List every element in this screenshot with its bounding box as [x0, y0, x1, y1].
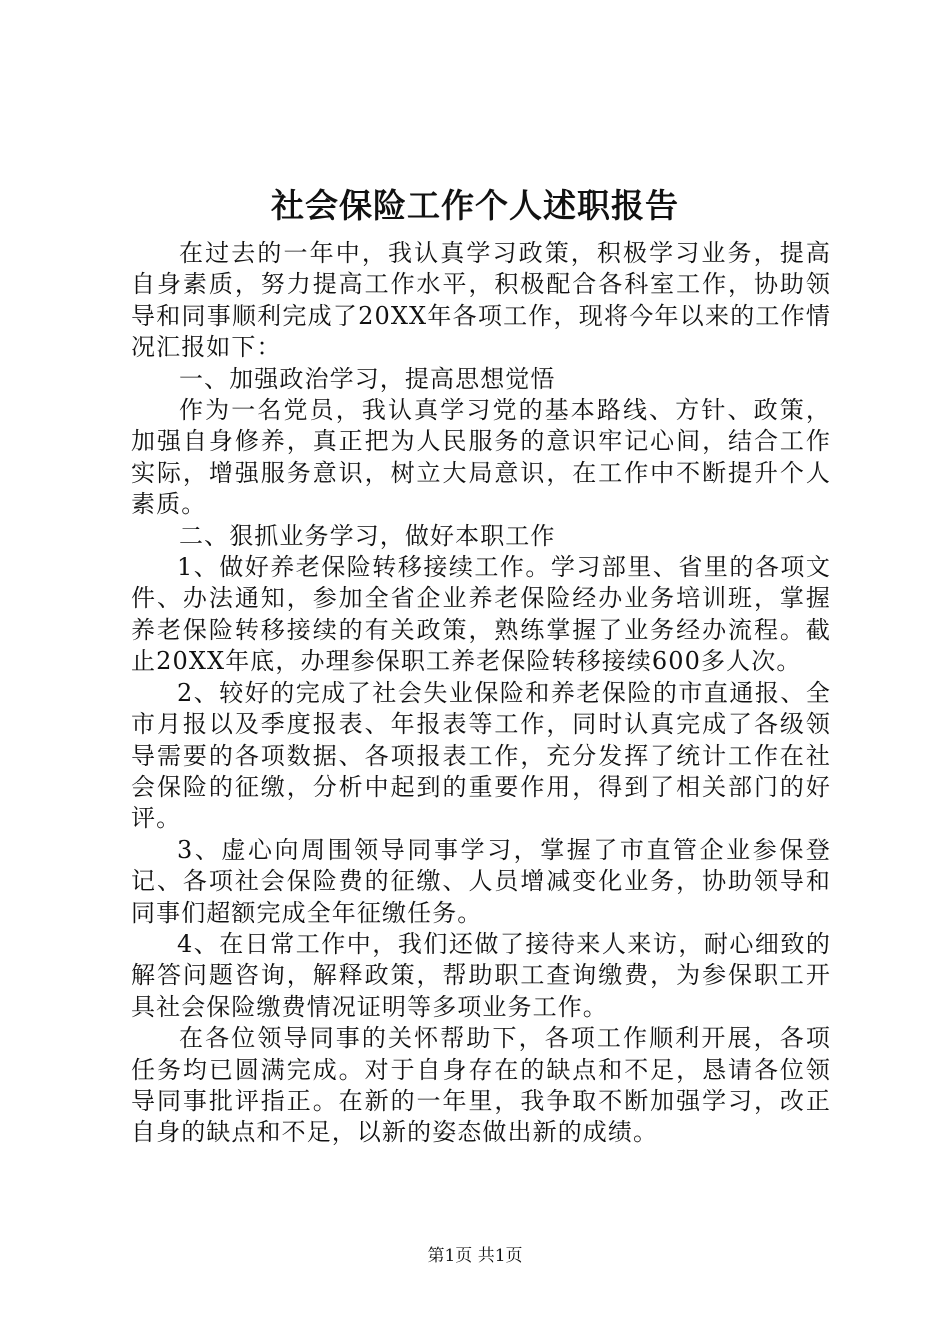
paragraph-item-4: 4、在日常工作中，我们还做了接待来人来访，耐心细致的解答问题咨询，解释政策，帮助职工查询缴费，为参保职工开具社会保险缴费情况证明等多项业务工作。 [131, 929, 831, 1021]
document-title: 社会保险工作个人述职报告 [271, 186, 679, 225]
section-heading-1: 一、加强政治学习，提高思想觉悟 [179, 364, 556, 393]
page-footer: 第1页 共1页 [427, 1246, 523, 1266]
paragraph-item-2: 2、较好的完成了社会失业保险和养老保险的市直通报、全市月报以及季度报表、年报表等工作，同时认真完成了各级领导需要的各项数据、各项报表工作，充分发挥了统计工作在社会保险的征缴，分析中起到的重要作用，得到了相关部门的好评。 [131, 678, 831, 833]
paragraph-conclusion: 在各位领导同事的关怀帮助下，各项工作顺利开展，各项任务均已圆满完成。对于自身存在的缺点和不足，恳请各位领导同事批评指正。在新的一年里，我争取不断加强学习，改正自身的缺点和不足，以新的姿态做出新的成绩。 [131, 1024, 831, 1147]
paragraph-section-1: 作为一名党员，我认真学习党的基本路线、方针、政策，加强自身修养，真正把为人民服务的意识牢记心间，结合工作实际，增强服务意识，树立大局意识，在工作中不断提升个人素质。 [131, 396, 831, 519]
document-body [131, 238, 831, 1149]
paragraph-item-3: 3、虚心向周围领导同事学习，掌握了市直管企业参保登记、各项社会保险费的征缴、人员增减变化业务，协助领导和同事们超额完成全年征缴任务。 [131, 835, 831, 927]
paragraph-intro: 在过去的一年中，我认真学习政策，积极学习业务，提高自身素质，努力提高工作水平，积极配合各科室工作，协助领导和同事顺利完成了20XX年各项工作，现将今年以来的工作情况汇报如下： [131, 239, 831, 362]
section-heading-2: 二、狠抓业务学习，做好本职工作 [179, 521, 556, 550]
paragraph-item-1: 1、做好养老保险转移接续工作。学习部里、省里的各项文件、办法通知，参加全省企业养老保险经办业务培训班，掌握养老保险转移接续的有关政策，熟练掌握了业务经办流程。截止20XX年底，办理参保职工养老保险转移接续600多人次。 [131, 553, 831, 676]
